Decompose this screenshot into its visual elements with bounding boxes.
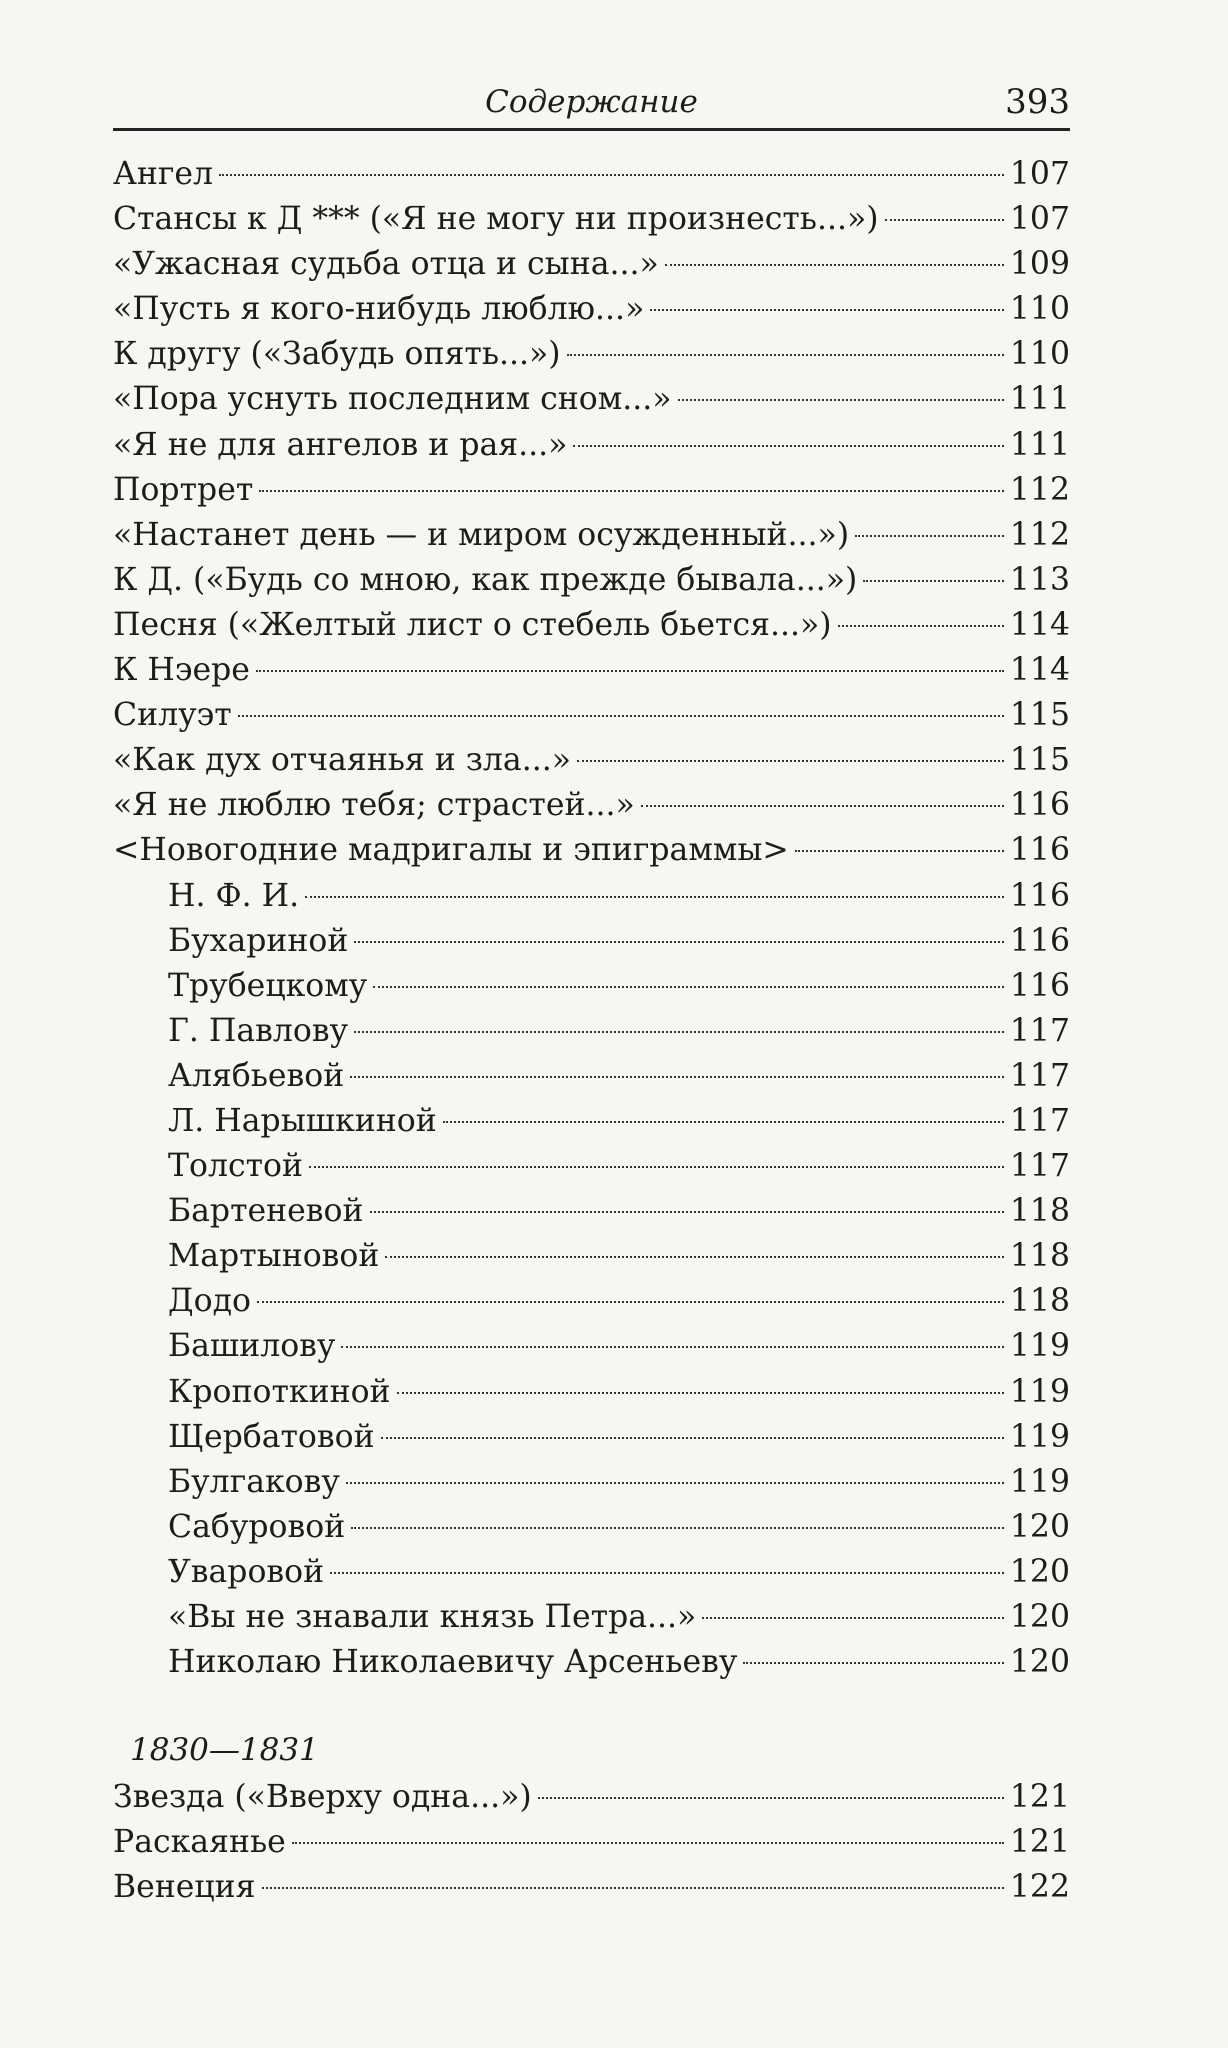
toc-entry-page: 110 <box>1009 291 1070 328</box>
dot-leader <box>838 625 1004 627</box>
toc-entry-title: «Пусть я кого-нибудь люблю...» <box>113 291 645 328</box>
dot-leader <box>795 850 1004 852</box>
toc-entry-title: Стансы к Д *** («Я не могу ни произнесть...») <box>113 201 879 238</box>
toc-entry <box>113 152 1070 197</box>
toc-entry-title: Ангел <box>113 156 214 192</box>
toc-entry-title: Л. Нарышкиной <box>168 1102 437 1139</box>
toc-entry-page: 117 <box>1009 1148 1070 1185</box>
dot-leader <box>330 1572 1004 1574</box>
toc-entry-title: К другу («Забудь опять...») <box>113 336 561 373</box>
toc-entry-title: Уваровой <box>168 1553 325 1590</box>
toc-entry-title: Звезда («Вверху одна...») <box>113 1779 532 1816</box>
toc-entry-page: 110 <box>1009 336 1070 373</box>
toc-entry <box>113 197 1070 242</box>
toc-entry <box>113 1009 1070 1054</box>
toc-entry-page: 116 <box>1009 967 1070 1004</box>
toc-entry <box>113 513 1070 558</box>
running-head <box>113 78 1070 131</box>
toc-entry-page: 121 <box>1009 1779 1070 1816</box>
dot-leader <box>219 174 1004 176</box>
toc-entry <box>113 377 1070 422</box>
toc-entry-title: Г. Павлову <box>168 1012 349 1049</box>
dot-leader <box>350 1076 1004 1078</box>
toc-entry-title: «Вы не знавали князь Петра...» <box>168 1599 697 1635</box>
dot-leader <box>292 1842 1004 1844</box>
toc-entry-page: 120 <box>1009 1508 1070 1545</box>
toc-entry <box>113 332 1070 377</box>
dot-leader <box>256 670 1004 672</box>
toc-entry-page: 120 <box>1009 1553 1070 1590</box>
toc-entry-page: 120 <box>1009 1644 1070 1681</box>
toc-entry-page: 118 <box>1009 1238 1070 1275</box>
dot-leader <box>650 309 1004 311</box>
toc-entry-page: 118 <box>1009 1283 1070 1320</box>
toc-entry-page: 116 <box>1009 922 1070 959</box>
toc-entry-page: 119 <box>1009 1328 1070 1365</box>
toc-entry-title: Сабуровой <box>168 1508 346 1545</box>
toc-entry-title: «Ужасная судьба отца и сына...» <box>113 246 659 283</box>
toc-entry <box>113 874 1070 919</box>
toc-entry-title: «Я не люблю тебя; страстей...» <box>113 787 635 824</box>
toc-entry-page: 119 <box>1009 1418 1070 1455</box>
dot-leader <box>341 1346 1003 1348</box>
toc-entry-title: К Д. («Будь со мною, как прежде бывала...») <box>113 561 858 598</box>
dot-leader <box>385 1256 1004 1258</box>
toc-entry-page: 112 <box>1009 516 1070 553</box>
toc-entry-page: 107 <box>1009 201 1070 238</box>
toc-entry-title: Щербатовой <box>168 1418 375 1455</box>
toc-entry-page: 117 <box>1009 1012 1070 1049</box>
toc-entry <box>113 964 1070 1009</box>
toc-entry-page: 118 <box>1009 1193 1070 1230</box>
toc-entry-title: Венеция <box>113 1869 256 1906</box>
dot-leader <box>262 1887 1004 1889</box>
toc-entry-title: «Я не для ангелов и рая...» <box>113 426 568 463</box>
toc-entry <box>113 648 1070 693</box>
dot-leader <box>397 1392 1004 1394</box>
toc-entry-title: Портрет <box>113 471 254 508</box>
dot-leader <box>743 1662 1004 1664</box>
dot-leader <box>354 1031 1004 1033</box>
dot-leader <box>257 1301 1004 1303</box>
toc-entry <box>113 242 1070 287</box>
toc-entry <box>113 1054 1070 1099</box>
toc-entry-page: 113 <box>1009 561 1070 598</box>
toc-entry-page: 114 <box>1009 606 1070 643</box>
toc-entry <box>113 1279 1070 1324</box>
toc-entry <box>113 783 1070 828</box>
toc-entry <box>113 1820 1070 1865</box>
toc-entry-title: Кропоткиной <box>168 1373 391 1410</box>
dot-leader <box>259 490 1004 492</box>
toc-entry-title: Булгакову <box>168 1463 340 1500</box>
dot-leader <box>573 445 1003 447</box>
toc-entry-page: 120 <box>1009 1599 1070 1635</box>
toc-entry-page: 116 <box>1009 832 1070 869</box>
dot-leader <box>373 986 1004 988</box>
toc-entry <box>113 1640 1070 1685</box>
toc-entry-title: Бартеневой <box>168 1193 364 1230</box>
toc-entry-page: 107 <box>1009 156 1070 192</box>
dot-leader <box>577 760 1004 762</box>
toc-entry-page: 117 <box>1009 1057 1070 1094</box>
toc-entry <box>113 919 1070 964</box>
toc-entry <box>113 1460 1070 1505</box>
toc-entry <box>113 738 1070 783</box>
toc-entry-title: Додо <box>168 1283 251 1320</box>
dot-leader <box>305 896 1004 898</box>
toc-entry-page: 116 <box>1009 877 1070 914</box>
dot-leader <box>370 1211 1004 1213</box>
toc-entry-page: 116 <box>1009 787 1070 824</box>
toc-entry-page: 117 <box>1009 1102 1070 1139</box>
toc-entry-title: <Новогодние мадригалы и эпиграммы> <box>113 832 789 869</box>
toc-entry-title: «Как дух отчаянья и зла...» <box>113 742 572 779</box>
section-heading-years: 1830—1831 <box>130 1732 319 1768</box>
dot-leader <box>702 1617 1004 1619</box>
toc-entry-title: «Пора уснуть последним сном...» <box>113 381 672 418</box>
toc-entry <box>113 1099 1070 1144</box>
toc-entry <box>113 1505 1070 1550</box>
toc-entry-title: Башилову <box>168 1328 336 1365</box>
dot-leader <box>855 535 1004 537</box>
dot-leader <box>863 580 1004 582</box>
toc-entry <box>113 693 1070 738</box>
toc-entry-title: Алябьевой <box>168 1057 345 1094</box>
toc-entry-page: 115 <box>1009 697 1070 734</box>
toc-entry <box>113 1189 1070 1234</box>
toc-entry-page: 109 <box>1009 246 1070 283</box>
toc-entry-page: 122 <box>1009 1869 1070 1906</box>
toc-entry <box>113 1144 1070 1189</box>
dot-leader <box>641 805 1004 807</box>
table-of-contents <box>113 152 1070 1910</box>
toc-entry-title: Бухариной <box>168 922 349 959</box>
dot-leader <box>346 1482 1004 1484</box>
toc-entry-page: 111 <box>1009 426 1070 463</box>
toc-entry-page: 119 <box>1009 1463 1070 1500</box>
toc-entry-title: Силуэт <box>113 697 232 734</box>
toc-entry-page: 111 <box>1009 381 1070 418</box>
toc-entry-title: Трубецкому <box>168 967 368 1004</box>
toc-entry-page: 115 <box>1009 742 1070 779</box>
toc-entry <box>113 1550 1070 1595</box>
dot-leader <box>354 941 1004 943</box>
toc-entry-title: К Нэере <box>113 652 250 689</box>
toc-entry <box>113 1415 1070 1460</box>
page-number: 393 <box>1005 82 1070 122</box>
toc-entry <box>113 1865 1070 1910</box>
toc-entry <box>113 1234 1070 1279</box>
dot-leader <box>351 1527 1004 1529</box>
toc-entry <box>113 423 1070 468</box>
toc-entry-title: Раскаянье <box>113 1824 286 1861</box>
toc-entry-page: 114 <box>1009 652 1070 689</box>
dot-leader <box>309 1166 1004 1168</box>
toc-entry <box>113 558 1070 603</box>
toc-entry <box>113 1324 1070 1369</box>
toc-entry-title: Песня («Желтый лист о стебель бьется...») <box>113 606 832 643</box>
dot-leader <box>678 399 1004 401</box>
dot-leader <box>567 354 1004 356</box>
toc-entry-title: Мартыновой <box>168 1238 380 1275</box>
running-title: Содержание <box>485 84 698 120</box>
toc-entry <box>113 468 1070 513</box>
toc-entry <box>113 1595 1070 1640</box>
dot-leader <box>538 1797 1004 1799</box>
toc-entry-title: Николаю Николаевичу Арсеньеву <box>168 1644 738 1681</box>
toc-entry-page: 112 <box>1009 471 1070 508</box>
toc-entry-page: 121 <box>1009 1824 1070 1861</box>
toc-entry <box>113 603 1070 648</box>
dot-leader <box>885 219 1004 221</box>
toc-entry <box>113 1370 1070 1415</box>
toc-entry <box>113 1775 1070 1820</box>
toc-entry <box>113 828 1070 873</box>
toc-entry-page: 119 <box>1009 1373 1070 1410</box>
dot-leader <box>665 264 1004 266</box>
toc-entry-title: «Настанет день — и миром осужденный...») <box>113 516 850 553</box>
dot-leader <box>381 1437 1004 1439</box>
toc-entry-title: Н. Ф. И. <box>168 877 300 914</box>
dot-leader <box>238 715 1004 717</box>
toc-entry <box>113 287 1070 332</box>
dot-leader <box>443 1121 1004 1123</box>
toc-entry-title: Толстой <box>168 1148 304 1185</box>
